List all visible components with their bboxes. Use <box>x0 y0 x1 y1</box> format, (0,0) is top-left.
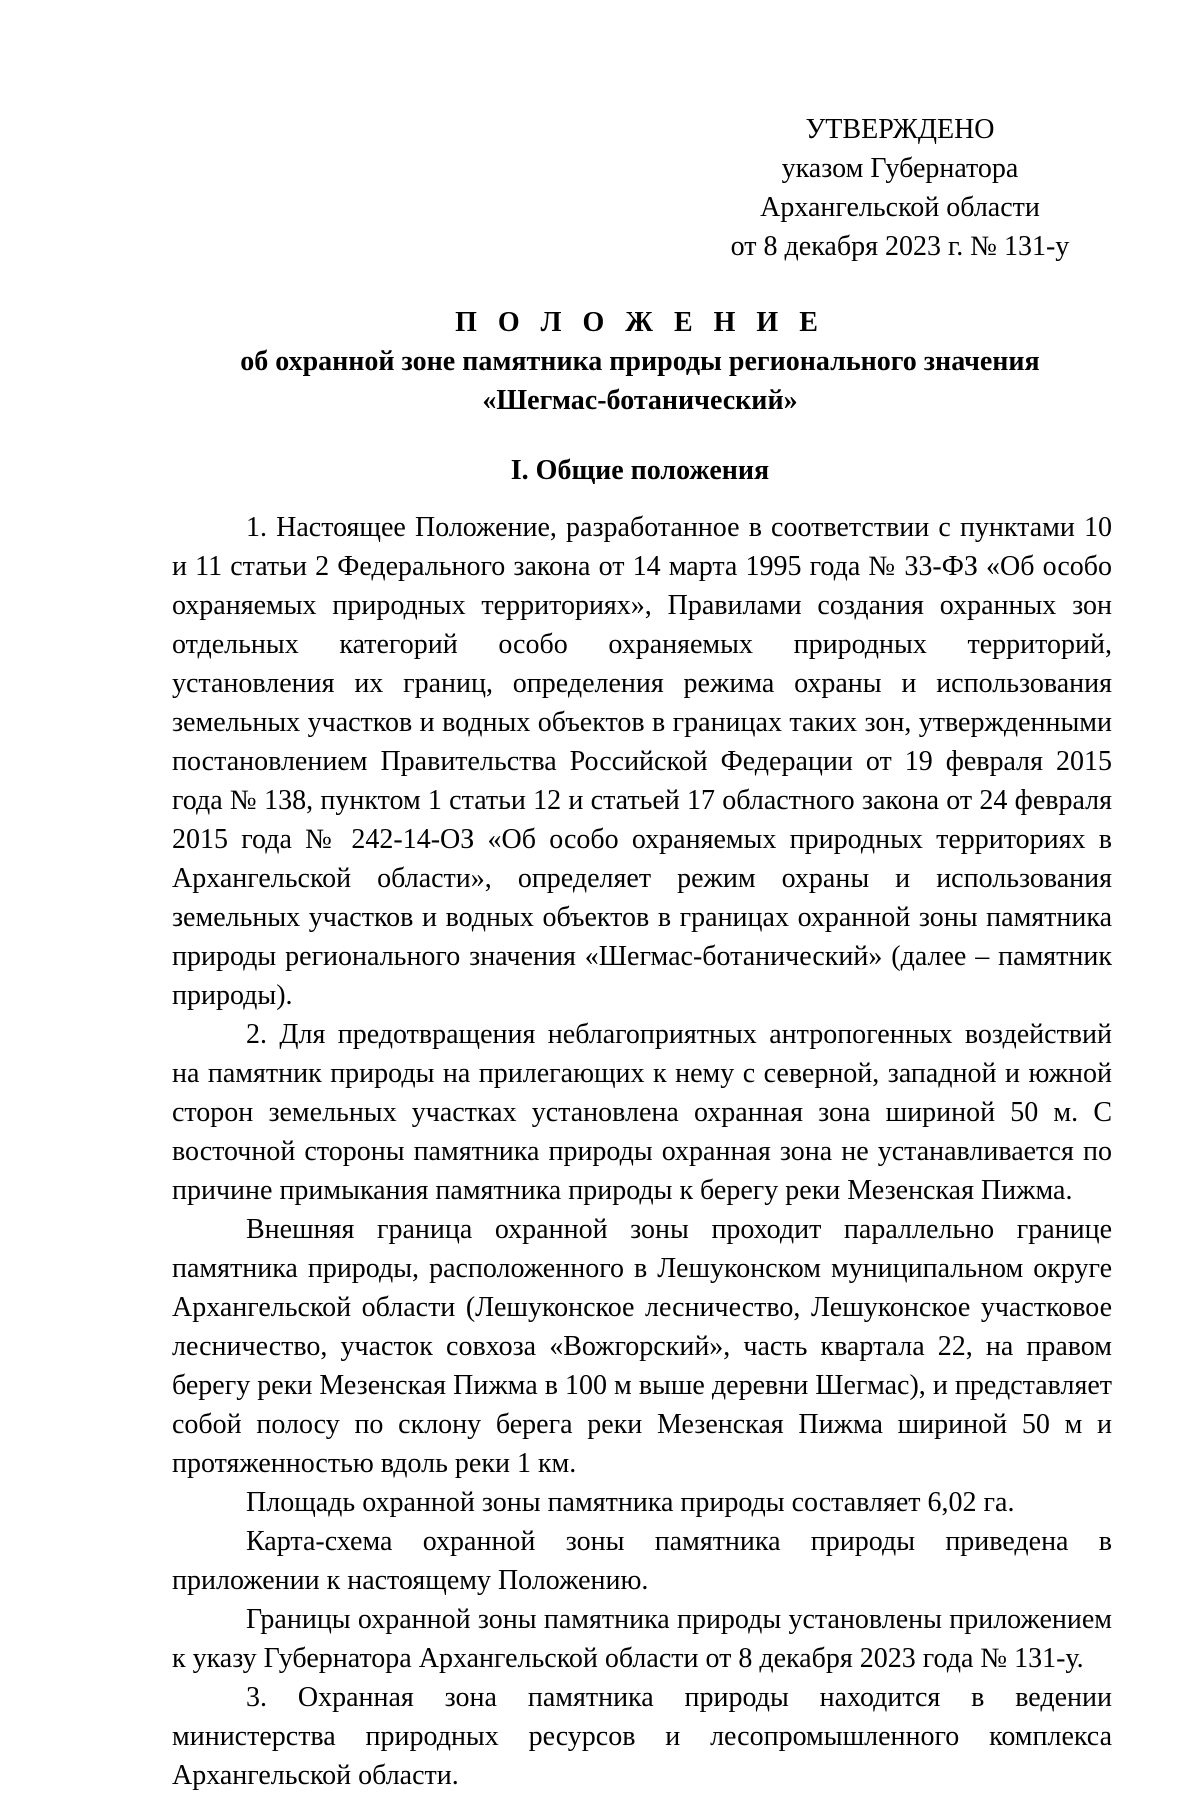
paragraph-1: 1. Настоящее Положение, разработанное в соответствии с пунктами 10 и 11 статьи 2 Федерального закона от 14 марта 1995 года № 33-ФЗ «Об особо охраняемых природных территориях», Правилами создания охранных зон отдельных категорий особо охраняемых природных территорий, установления их границ, определения режима охраны и использования земельных участков и водных объектов в границах таких зон, утвержденными постановлением Правительства Российской Федерации от 19 февраля 2015 года № 138, пунктом 1 статьи 12 и статьей 17 областного закона от 24 февраля 2015 года № 242-14-ОЗ «Об особо охраняемых природных территориях в Архангельской области», определяет режим охраны и использования земельных участков и водных объектов в границах охранной зоны памятника природы регионального значения «Шегмас-ботанический» (далее – памятник природы). <box>172 512 1112 1011</box>
paragraph-2: 2. Для предотвращения неблагоприятных антропогенных воздействий на памятник природы на прилегающих к нему с северной, западной и южной сторон земельных участках установлена охранная зона шириной 50 м. С восточной стороны памятника природы охранная зона не устанавливается по причине примыкания памятника природы к берегу реки Мезенская Пижма. <box>172 1019 1112 1206</box>
paragraph-3: 3. Охранная зона памятника природы находится в ведении министерства природных ресурсов и лесопромышленного комплекса Архангельской области. <box>172 1682 1112 1791</box>
paragraph-map: Карта-схема охранной зоны памятника природы приведена в приложении к настоящему Положению. <box>172 1526 1112 1596</box>
approval-authority: указом Губернатора <box>781 153 1019 184</box>
document-title <box>170 303 1110 420</box>
title-main: П О Л О Ж Е Н И Е <box>455 307 825 338</box>
paragraph-area: Площадь охранной зоны памятника природы составляет 6,02 га. <box>246 1487 1015 1518</box>
title-subject: об охранной зоне памятника природы регионального значения <box>240 346 1040 377</box>
section-heading: I. Общие положения <box>510 455 770 486</box>
paragraph-boundary: Внешняя граница охранной зоны проходит параллельно границе памятника природы, расположенного в Лешуконском муниципальном округе Архангельской области (Лешуконское лесничество, Лешуконское участковое лесничество, участок совхоза «Вожгорский», часть квартала 22, на правом берегу реки Мезенская Пижма в 100 м выше деревни Шегмас), и представляет собой полосу по склону берега реки Мезенская Пижма шириной 50 м и протяженностью вдоль реки 1 км. <box>172 1214 1112 1479</box>
title-name: «Шегмас-ботанический» <box>482 385 798 416</box>
document-body <box>172 508 1112 1795</box>
paragraph-borders: Границы охранной зоны памятника природы установлены приложением к указу Губернатора Архангельской области от 8 декабря 2023 года № 131-у. <box>172 1604 1112 1674</box>
approval-stamp <box>700 110 1100 266</box>
approval-date-number: от 8 декабря 2023 г. № 131-у <box>730 231 1070 262</box>
approval-region: Архангельской области <box>760 192 1040 223</box>
approval-status: УТВЕРЖДЕНО <box>805 114 995 145</box>
